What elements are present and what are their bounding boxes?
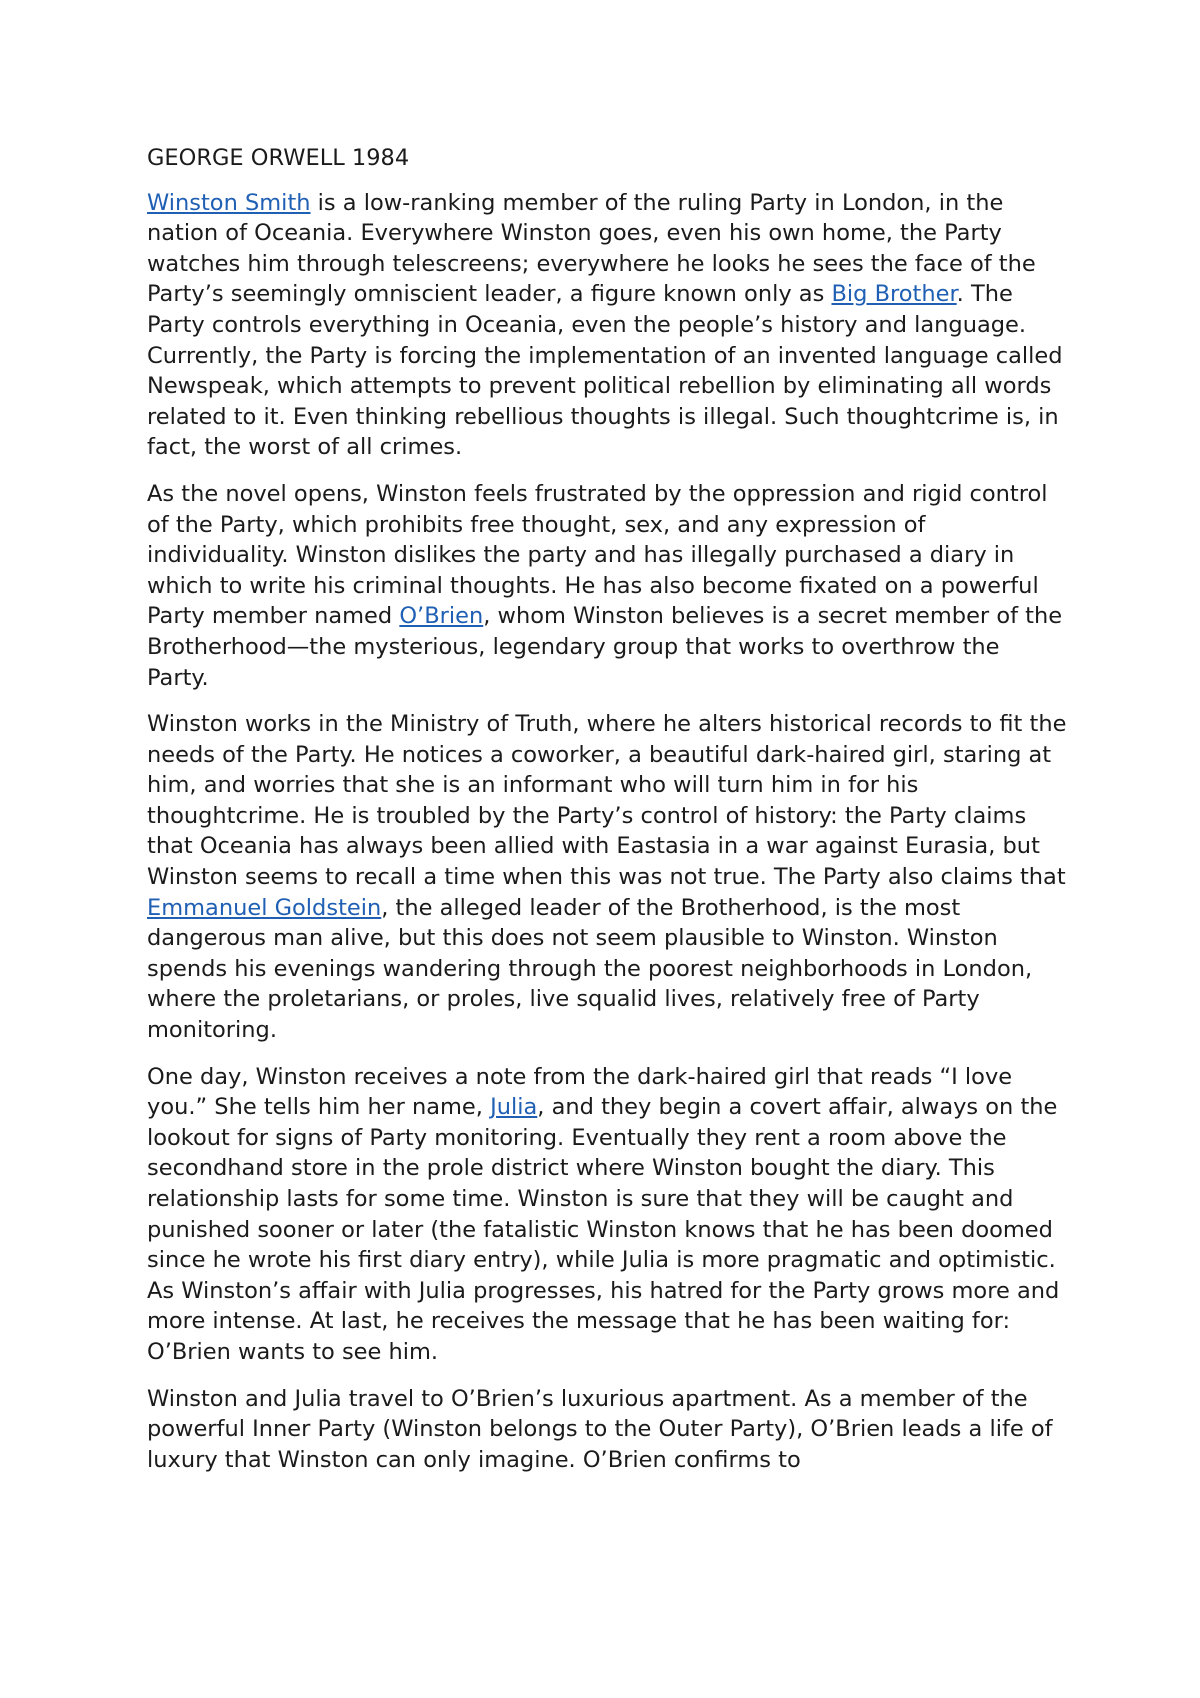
paragraph (147, 1062, 1067, 1368)
paragraph-text: , and they begin a covert affair, always on the lookout for signs of Party monitoring. Eventually they rent a room above the secondhand store in the prole district where Winston bought the diary. This relationship lasts for some time. Winston is sure that they will be caught and punished sooner or later (the fatalistic Winston knows that he has been doomed since he wrote his first diary entry), while Julia is more pragmatic and optimistic. As Winston’s affair with Julia progresses, his hatred for the Party grows more and more intense. At last, he receives the message that he has been waiting for: O’Brien wants to see him. (147, 1094, 1060, 1365)
paragraph-text: One day, Winston receives a note from the dark-haired girl that reads “I love you.” She tells him her name, (147, 1063, 1013, 1121)
paragraph-text: As the novel opens, Winston feels frustrated by the oppression and rigid control of the Party, which prohibits free thought, sex, and any expression of individuality. Winston dislikes the party and has illegally purchased a diary in which to write his criminal thoughts. He has also become fixated on a powerful Party member named (147, 480, 1048, 630)
paragraph-text: is a low-ranking member of the ruling Party in London, in the nation of Oceania. Everywhere Winston goes, even his own home, the Party watches him through telescreens; everywhere he looks he sees the face of the Party’s seemingly omniscient leader, a figure known only as (147, 189, 1036, 308)
link-julia[interactable]: Julia (490, 1094, 538, 1121)
paragraph-text: , the alleged leader of the Brotherhood, is the most dangerous man alive, but this does not seem plausible to Winston. Winston spends his evenings wandering through the poorest neighborhoods in London, where the proletarians, or proles, live squalid lives, relatively free of Party monitoring. (147, 894, 1033, 1044)
link-big-brother[interactable]: Big Brother (831, 281, 957, 308)
paragraph-container (147, 188, 1067, 1476)
paragraph-text: , whom Winston believes is a secret member of the Brotherhood—the mysterious, legendary group that works to overthrow the Party. (147, 603, 1063, 691)
link-winston-smith[interactable]: Winston Smith (147, 189, 311, 216)
paragraph-text: Winston and Julia travel to O’Brien’s luxurious apartment. As a member of the powerful Inner Party (Winston belongs to the Outer Party), O’Brien leads a life of luxury that Winston can only imagine. O’Brien confirms to (147, 1385, 1053, 1473)
link-emmanuel-goldstein[interactable]: Emmanuel Goldstein (147, 894, 382, 921)
document-body (147, 143, 1067, 1491)
paragraph-text: . The Party controls everything in Oceania, even the people’s history and language. Currently, the Party is forcing the implementation of an invented language called Newspeak, which attempts to prevent political rebellion by eliminating all words related to it. Even thinking rebellious thoughts is illegal. Such thoughtcrime is, in fact, the worst of all crimes. (147, 281, 1063, 461)
paragraph (147, 709, 1067, 1046)
paragraph (147, 1384, 1067, 1476)
paragraph (147, 479, 1067, 693)
link-o-brien[interactable]: O’Brien (399, 603, 484, 630)
paragraph-text: Winston works in the Ministry of Truth, where he alters historical records to fit the needs of the Party. He notices a coworker, a beautiful dark-haired girl, staring at him, and worries that she is an informant who will turn him in for his thoughtcrime. He is troubled by the Party’s control of history: the Party claims that Oceania has always been allied with Eastasia in a war against Eurasia, but Winston seems to recall a time when this was not true. The Party also claims that (147, 711, 1067, 891)
paragraph (147, 188, 1067, 463)
document-title: GEORGE ORWELL 1984 (147, 145, 410, 171)
